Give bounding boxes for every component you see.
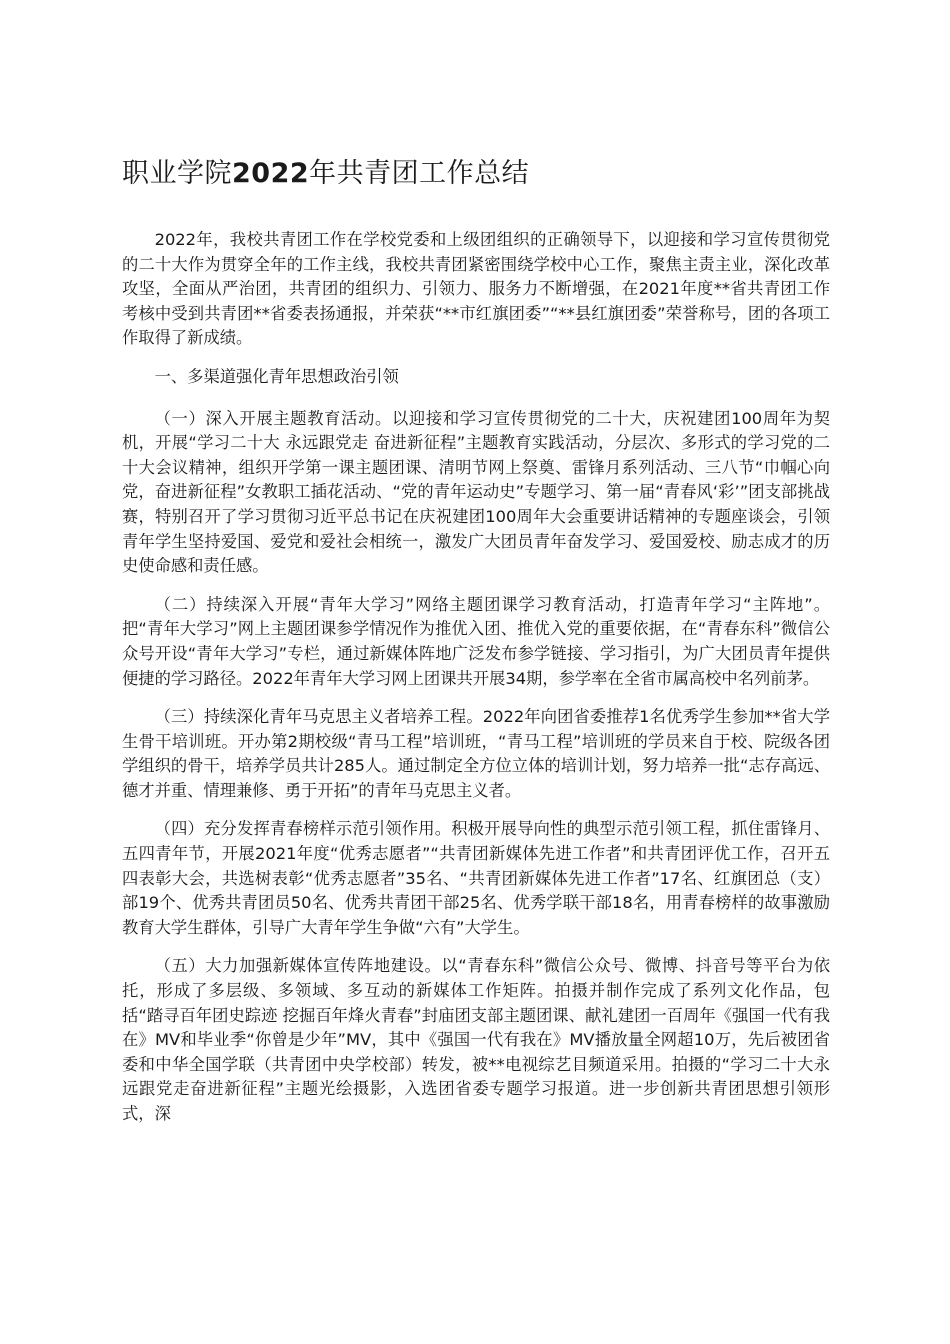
document-title [122,150,830,198]
paragraph-5: （五）大力加强新媒体宣传阵地建设。以“青春东科”微信公众号、微博、抖音号等平台为依托，形成了多层级、多领域、多互动的新媒体工作矩阵。拍摄并制作完成了系列文化作品，包括“踏寻百年团史踪迹 挖掘百年烽火青春”封庙团支部主题团课、献礼建团一百周年《强国一代有我在》MV和毕业季“你曾是少年”MV，其中《强国一代有我在》MV播放量全网超10万，先后被团省委和中华全国学联（共青团中央学校部）转发，被**电视综艺目频道采用。拍摄的“学习二十大永远跟党走奋进新征程”主题光绘摄影，入选团省委专题学习报道。进一步创新共青团思想引领形式，深 [122,956,830,1123]
paragraph-4: （四）充分发挥青春榜样示范引领作用。积极开展导向性的典型示范引领工程，抓住雷锋月、五四青年节，开展2021年度“优秀志愿者”“共青团新媒体先进工作者”和共青团评优工作，召开五四表彰大会，共选树表彰“优秀志愿者”35名、“共青团新媒体先进工作者”17名、红旗团总（支）部19个、优秀共青团员50名、优秀共青团干部25名、优秀学联干部18名，用青春榜样的故事激励教育大学生群体，引导广大青年学生争做“六有”大学生。 [122,819,830,937]
section-heading: 一、多渠道强化青年思想政治引领 [154,366,399,386]
paragraph-2: （二）持续深入开展“青年大学习”网络主题团课学习教育活动，打造青年学习“主阵地”。把“青年大学习”网上主题团课参学情况作为推优入团、推优入党的重要依据，在“青春东科”微信公众号开设“青年大学习”专栏，通过新媒体阵地广泛发布参学链接、学习指引，为广大团员青年提供便捷的学习路径。2022年青年大学习网上团课共开展34期，参学率在全省市属高校中名列前茅。 [122,594,830,688]
document-page [122,150,830,1141]
title-prefix: 职业学院 [122,158,232,189]
title-suffix: 年共青团工作总结 [309,158,530,189]
paragraph-3: （三）持续深化青年马克思主义者培养工程。2022年向团省委推荐1名优秀学生参加**省大学生骨干培训班。开办第2期校级“青马工程”培训班，“青马工程”培训班的学员来自于校、院级各团学组织的骨干，培养学员共计285人。通过制定全方位立体的培训计划，努力培养一批“志存高远、德才并重、情理兼修、勇于开拓”的青年马克思主义者。 [122,707,830,800]
title-year: 2022 [232,158,310,189]
paragraph-1: （一）深入开展主题教育活动。以迎接和学习宣传贯彻党的二十大，庆祝建团100周年为契机，开展“学习二十大 永远跟党走 奋进新征程”主题教育实践活动，分层次、多形式的学习党的二十大会议精神，组织开学第一课主题团课、清明节网上祭奠、雷锋月系列活动、三八节“巾帼心向党，奋进新征程”女教职工插花活动、“党的青年运动史”专题学习、第一届“青春风‘彩’”团支部挑战赛，特别召开了学习贯彻习近平总书记在庆祝建团100周年大会重要讲话精神的专题座谈会，引领青年学生坚持爱国、爱党和爱社会相统一，激发广大团员青年奋发学习、爱国爱校、励志成才的历史使命感和责任感。 [122,408,830,576]
intro-paragraph: 2022年，我校共青团工作在学校党委和上级团组织的正确领导下，以迎接和学习宣传贯彻党的二十大作为贯穿全年的工作主线，我校共青团紧密围绕学校中心工作，聚焦主责主业，深化改革攻坚，全面从严治团，共青团的组织力、引领力、服务力不断增强，在2021年度**省共青团工作考核中受到共青团**省委表扬通报，并荣获“**市红旗团委”“**县红旗团委”荣誉称号，团的各项工作取得了新成绩。 [122,230,830,348]
